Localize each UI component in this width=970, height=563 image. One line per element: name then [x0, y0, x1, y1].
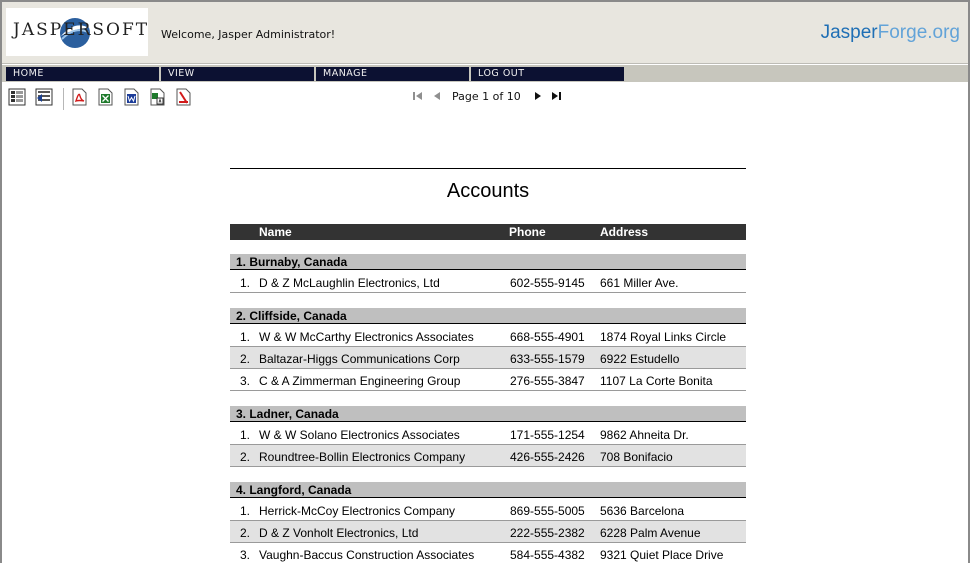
row-address: 9321 Quiet Place Drive [600, 548, 724, 562]
jasperforge-link-part2: Forge.org [877, 22, 960, 43]
table-row [230, 325, 746, 347]
row-index: 2. [240, 352, 251, 366]
main-menu [2, 65, 968, 82]
row-phone: 869-555-5005 [510, 504, 585, 518]
row-index: 3. [240, 374, 251, 388]
logo-text: JASPERSOFT [13, 20, 150, 40]
row-index: 1. [240, 428, 251, 442]
report-toolbar [2, 86, 968, 110]
jasperforge-link[interactable] [821, 22, 960, 44]
excel-export-icon[interactable] [96, 88, 114, 106]
column-address: Address [600, 225, 649, 239]
pdf-export-icon[interactable] [70, 88, 88, 106]
row-address: 6228 Palm Avenue [600, 526, 701, 540]
table-row [230, 347, 746, 369]
column-name: Name [259, 225, 292, 239]
table-row [230, 521, 746, 543]
word-export-icon[interactable] [122, 88, 140, 106]
group-header: 3. Ladner, Canada [230, 406, 746, 422]
row-address: 708 Bonifacio [600, 450, 673, 464]
row-index: 3. [240, 548, 251, 562]
next-page-icon[interactable] [532, 90, 544, 102]
row-phone: 171-555-1254 [510, 428, 585, 442]
row-address: 1107 La Corte Bonita [600, 374, 713, 388]
table-row [230, 423, 746, 445]
welcome-message: Welcome, Jasper Administrator! [161, 28, 336, 41]
table-row [230, 499, 746, 521]
menu-log-out[interactable]: LOG OUT [471, 67, 624, 81]
row-phone: 602-555-9145 [510, 276, 585, 290]
table-row [230, 543, 746, 563]
csv-export-icon[interactable] [148, 88, 166, 106]
jaspersoft-logo[interactable] [6, 8, 148, 56]
row-phone: 633-555-1579 [510, 352, 585, 366]
row-address: 661 Miller Ave. [600, 276, 679, 290]
row-address: 5636 Barcelona [600, 504, 685, 518]
column-phone: Phone [509, 225, 546, 239]
header-bar [2, 2, 968, 64]
row-phone: 584-555-4382 [510, 548, 585, 562]
row-name: W & W Solano Electronics Associates [259, 428, 460, 442]
row-phone: 222-555-2382 [510, 526, 585, 540]
select-columns-icon[interactable] [8, 88, 26, 106]
report-top-rule [230, 168, 746, 169]
report-title: Accounts [446, 180, 530, 202]
row-phone: 276-555-3847 [510, 374, 585, 388]
row-name: C & A Zimmerman Engineering Group [259, 374, 461, 388]
row-phone: 426-555-2426 [510, 450, 585, 464]
row-name: Roundtree-Bollin Electronics Company [259, 450, 466, 464]
table-row [230, 271, 746, 293]
menu-home[interactable]: HOME [6, 67, 159, 81]
jasperforge-link-part1: Jasper [820, 22, 878, 43]
row-name: Herrick-McCoy Electronics Company [259, 504, 456, 518]
row-index: 2. [240, 526, 251, 540]
row-index: 1. [240, 330, 251, 344]
row-index: 2. [240, 450, 251, 464]
row-name: W & W McCarthy Electronics Associates [259, 330, 474, 344]
menu-manage[interactable]: MANAGE [316, 67, 469, 81]
row-address: 1874 Royal Links Circle [600, 330, 727, 344]
menu-view[interactable]: VIEW [161, 67, 314, 81]
row-index: 1. [240, 276, 251, 290]
table-row [230, 369, 746, 391]
row-name: D & Z Vonholt Electronics, Ltd [259, 526, 419, 540]
first-page-icon[interactable] [412, 90, 424, 102]
toolbar-separator [63, 88, 64, 110]
last-page-icon[interactable] [550, 90, 562, 102]
page-indicator: Page 1 of 10 [452, 90, 521, 103]
previous-page-icon[interactable] [431, 90, 443, 102]
row-address: 9862 Ahneita Dr. [600, 428, 689, 442]
table-row [230, 445, 746, 467]
group-header: 4. Langford, Canada [230, 482, 746, 498]
rtf-export-icon[interactable] [174, 88, 192, 106]
row-name: Baltazar-Higgs Communications Corp [259, 352, 460, 366]
row-index: 1. [240, 504, 251, 518]
row-address: 6922 Estudello [600, 352, 680, 366]
group-header: 1. Burnaby, Canada [230, 254, 746, 270]
column-header [230, 224, 746, 240]
row-phone: 668-555-4901 [510, 330, 585, 344]
group-header: 2. Cliffside, Canada [230, 308, 746, 324]
back-icon[interactable] [35, 88, 53, 106]
row-name: D & Z McLaughlin Electronics, Ltd [259, 276, 440, 290]
row-name: Vaughn-Baccus Construction Associates [259, 548, 475, 562]
